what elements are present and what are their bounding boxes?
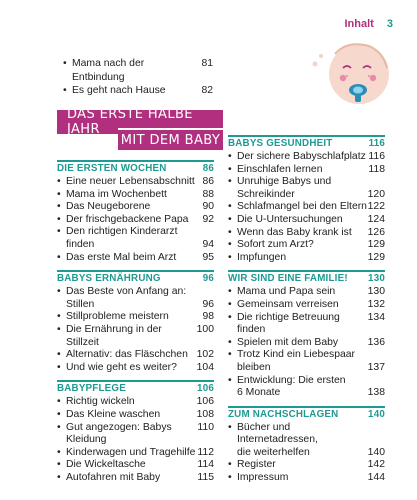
entry-page: 122	[367, 201, 385, 213]
bullet-icon: •	[228, 251, 232, 263]
entry-title: Das Neugeborene	[66, 201, 151, 213]
toc-entry[interactable]	[228, 312, 385, 337]
toc-entry[interactable]	[57, 201, 214, 214]
entry-title: bleiben	[237, 361, 271, 373]
toc-entry[interactable]	[57, 409, 214, 422]
entry-page: 114	[197, 459, 214, 471]
toc-entry[interactable]	[57, 472, 214, 485]
toc-left-column	[57, 160, 214, 490]
section-page: 116	[368, 138, 385, 149]
entry-title: die weiterhelfen	[237, 446, 310, 458]
entry-page: 102	[196, 349, 214, 361]
entry-title: Das erste Mal beim Arzt	[66, 251, 177, 263]
bullet-icon: •	[57, 471, 61, 483]
bullet-icon: •	[228, 349, 232, 361]
page-header	[344, 18, 393, 30]
entry-title: Unruhige Babys und	[237, 176, 332, 188]
toc-continued-list	[63, 57, 213, 98]
toc-entry[interactable]	[57, 311, 214, 324]
entry-page: 129	[367, 251, 385, 263]
toc-right-column	[228, 135, 385, 491]
bullet-icon: •	[57, 311, 61, 323]
toc-entry[interactable]	[228, 189, 385, 202]
bullet-icon: •	[228, 226, 232, 238]
entry-page: 106	[196, 396, 214, 408]
entry-page: 110	[197, 421, 214, 433]
section-page: 96	[202, 273, 214, 285]
bullet-icon: •	[57, 323, 61, 335]
entry-page: 96	[202, 298, 214, 310]
bullet-icon: •	[57, 201, 61, 213]
entry-title: Schreikinder	[237, 188, 295, 200]
entry-page: 144	[367, 472, 385, 484]
entry-title: Spielen mit dem Baby	[237, 336, 339, 348]
bullet-icon: •	[228, 336, 232, 348]
toc-entry[interactable]	[57, 299, 214, 312]
entry-page: 126	[367, 226, 385, 238]
toc-entry[interactable]	[228, 459, 385, 472]
entry-title: Stillen	[66, 298, 95, 310]
bullet-icon: •	[57, 408, 61, 420]
toc-entry[interactable]	[57, 396, 214, 409]
entry-title: Stillprobleme meistern	[66, 311, 169, 323]
section-page: 106	[197, 383, 214, 395]
toc-entry[interactable]	[228, 201, 385, 214]
entry-page: 137	[367, 361, 385, 373]
toc-entry[interactable]: • Mama nach der Entbindung 81	[63, 58, 213, 83]
entry-page: 130	[367, 286, 385, 298]
entry-title: Eine neuer Lebensabschnitt	[66, 176, 195, 187]
entry-title: Die U-Untersuchungen	[237, 213, 343, 225]
entry-title: Den richtigen Kinderarzt	[66, 226, 178, 238]
toc-entry[interactable]	[228, 227, 385, 240]
toc-section	[228, 135, 385, 264]
section-title: DIE ERSTEN WOCHEN	[57, 163, 167, 174]
bullet-icon: •	[228, 286, 232, 298]
section-page: 130	[368, 273, 385, 285]
entry-page: 118	[368, 163, 385, 175]
entry-title: Kinderwagen und Tragehilfe	[66, 446, 196, 458]
entry-title: Einschlafen lernen	[237, 163, 323, 175]
toc-section	[57, 160, 214, 264]
chapter-banner-line2: MIT DEM BABY	[118, 128, 223, 150]
section-heading[interactable]	[228, 135, 385, 149]
bullet-icon: •	[228, 421, 232, 433]
entry-title: Richtig wickeln	[66, 396, 135, 408]
bullet-icon: •	[57, 251, 61, 263]
toc-section	[57, 270, 214, 374]
entry-page: 138	[367, 387, 385, 399]
bullet-icon: •	[228, 176, 232, 188]
toc-entry[interactable]	[228, 472, 385, 485]
entry-page: 100	[196, 323, 214, 335]
entry-page: 86	[202, 176, 214, 187]
entry-page: 112	[197, 446, 214, 458]
entry-page: 116	[368, 151, 385, 162]
toc-entry[interactable]	[228, 164, 385, 177]
section-page: 86	[202, 163, 214, 174]
section-title: WIR SIND EINE FAMILIE!	[228, 273, 348, 285]
entry-title: Impressum	[237, 472, 289, 484]
toc-entry[interactable]	[57, 189, 214, 202]
bullet-icon: •	[228, 459, 232, 471]
entry-title: Sofort zum Arzt?	[237, 239, 314, 251]
entry-page: 124	[367, 213, 385, 225]
entry-title: Die Ernährung in der Stillzeit	[66, 323, 162, 348]
toc-section	[228, 270, 385, 399]
bullet-icon: •	[57, 361, 61, 373]
toc-entry[interactable]	[228, 214, 385, 227]
entry-title: Impfungen	[237, 251, 287, 263]
toc-entry[interactable]	[228, 337, 385, 350]
section-heading[interactable]	[228, 270, 385, 284]
entry-title: Das Kleine waschen	[66, 408, 161, 420]
bullet-icon: •	[228, 163, 232, 175]
section-heading[interactable]	[57, 380, 214, 394]
header-section-title: Inhalt	[344, 18, 374, 30]
section-heading[interactable]	[228, 406, 385, 420]
bullet-icon: •	[228, 311, 232, 323]
entry-title: Alternativ: das Fläschchen	[66, 349, 188, 361]
bullet-icon: •	[228, 151, 232, 162]
entry-page: 95	[202, 251, 214, 263]
toc-entry[interactable]	[57, 447, 214, 460]
toc-entry[interactable]	[57, 422, 214, 447]
section-title: BABYS ERNÄHRUNG	[57, 273, 161, 285]
entry-title: Die richtige Betreuung finden	[237, 311, 340, 336]
toc-entry[interactable]	[228, 252, 385, 265]
entry-title: Mama und Papa sein	[237, 286, 336, 298]
entry-page: 115	[197, 471, 214, 483]
entry-page: 90	[202, 201, 214, 213]
toc-entry[interactable]	[228, 239, 385, 252]
toc-entry[interactable]	[57, 286, 214, 299]
entry-title: Bücher und Internetadressen,	[237, 421, 318, 446]
bullet-icon: •	[57, 188, 61, 200]
entry-title: Entwicklung: Die ersten	[237, 374, 346, 386]
section-heading[interactable]	[57, 270, 214, 284]
toc-entry[interactable]	[57, 459, 214, 472]
entry-title: Und wie geht es weiter?	[66, 361, 177, 373]
toc-entry[interactable]	[57, 362, 214, 375]
toc-entry[interactable]	[228, 447, 385, 460]
bullet-icon: •	[57, 421, 61, 433]
entry-page: 134	[367, 311, 385, 323]
entry-title: Trotz Kind ein Liebespaar	[237, 349, 356, 361]
entry-page: 132	[367, 298, 385, 310]
toc-entry[interactable]	[228, 176, 385, 189]
entry-title: Register	[237, 459, 276, 471]
bullet-icon: •	[228, 374, 232, 386]
entry-title: Gemeinsam verreisen	[237, 298, 339, 310]
page-number: 3	[386, 18, 393, 30]
toc-entry[interactable]	[228, 422, 385, 447]
toc-entry[interactable]	[57, 349, 214, 362]
bullet-icon: •	[228, 213, 232, 225]
entry-page: 140	[367, 446, 385, 458]
toc-entry[interactable]: • Es geht nach Hause 82	[63, 85, 213, 96]
toc-entry[interactable]	[57, 239, 214, 252]
entry-page: 88	[202, 188, 214, 200]
baby-face-illustration	[307, 34, 391, 106]
bullet-icon: •	[228, 239, 232, 251]
entry-title: Der frischgebackene Papa	[66, 213, 189, 225]
entry-title: Gut angezogen: Babys Kleidung	[66, 421, 172, 446]
section-heading[interactable]	[57, 160, 214, 174]
entry-title: finden	[66, 238, 95, 250]
bullet-icon: •	[228, 201, 232, 213]
section-title: BABYPFLEGE	[57, 383, 126, 395]
entry-page: 94	[202, 238, 214, 250]
entry-title: Der sichere Babyschlafplatz	[237, 151, 366, 162]
toc-entry[interactable]	[228, 349, 385, 362]
bullet-icon: •	[57, 213, 61, 225]
bullet-icon: •	[57, 226, 61, 238]
entry-page: 108	[196, 408, 214, 420]
entry-page: 120	[367, 188, 385, 200]
entry-page: 136	[367, 336, 385, 348]
toc-entry[interactable]	[228, 387, 385, 400]
bullet-icon: •	[228, 298, 232, 310]
bullet-icon: •	[57, 459, 61, 471]
entry-page: 104	[196, 361, 214, 373]
entry-title: Autofahren mit Baby	[66, 471, 161, 483]
section-page: 140	[368, 408, 385, 420]
entry-title: Mama im Wochenbett	[66, 188, 167, 200]
entry-title: 6 Monate	[237, 387, 281, 399]
entry-page: 98	[202, 311, 214, 323]
toc-entry[interactable]	[57, 214, 214, 227]
entry-page: 129	[367, 239, 385, 251]
toc-entry[interactable]	[228, 151, 385, 164]
bullet-icon: •	[228, 472, 232, 484]
toc-section	[228, 406, 385, 485]
bullet-icon: •	[57, 396, 61, 408]
toc-entry[interactable]	[228, 286, 385, 299]
entry-title: Die Wickeltasche	[66, 459, 146, 471]
chapter-banner-line1: DAS ERSTE HALBE JAHR	[57, 110, 223, 134]
toc-entry[interactable]	[57, 176, 214, 189]
bullet-icon: •	[57, 176, 61, 187]
bullet-icon: •	[57, 286, 61, 298]
toc-entry[interactable]	[57, 324, 214, 349]
entry-title: Schlafmangel bei den Eltern	[237, 201, 367, 213]
toc-entry[interactable]	[57, 252, 214, 265]
entry-title: Das Beste von Anfang an:	[66, 286, 187, 298]
toc-section	[57, 380, 214, 484]
entry-title: Wenn das Baby krank ist	[237, 226, 352, 238]
toc-entry[interactable]	[228, 299, 385, 312]
bullet-icon: •	[57, 349, 61, 361]
section-title: BABYS GESUNDHEIT	[228, 138, 333, 149]
entry-page: 142	[367, 459, 385, 471]
toc-entry[interactable]	[57, 226, 214, 239]
section-title: ZUM NACHSCHLAGEN	[228, 408, 339, 420]
toc-entry[interactable]	[228, 362, 385, 375]
bullet-icon: •	[57, 446, 61, 458]
toc-entry[interactable]	[228, 375, 385, 388]
entry-page: 92	[202, 213, 214, 225]
